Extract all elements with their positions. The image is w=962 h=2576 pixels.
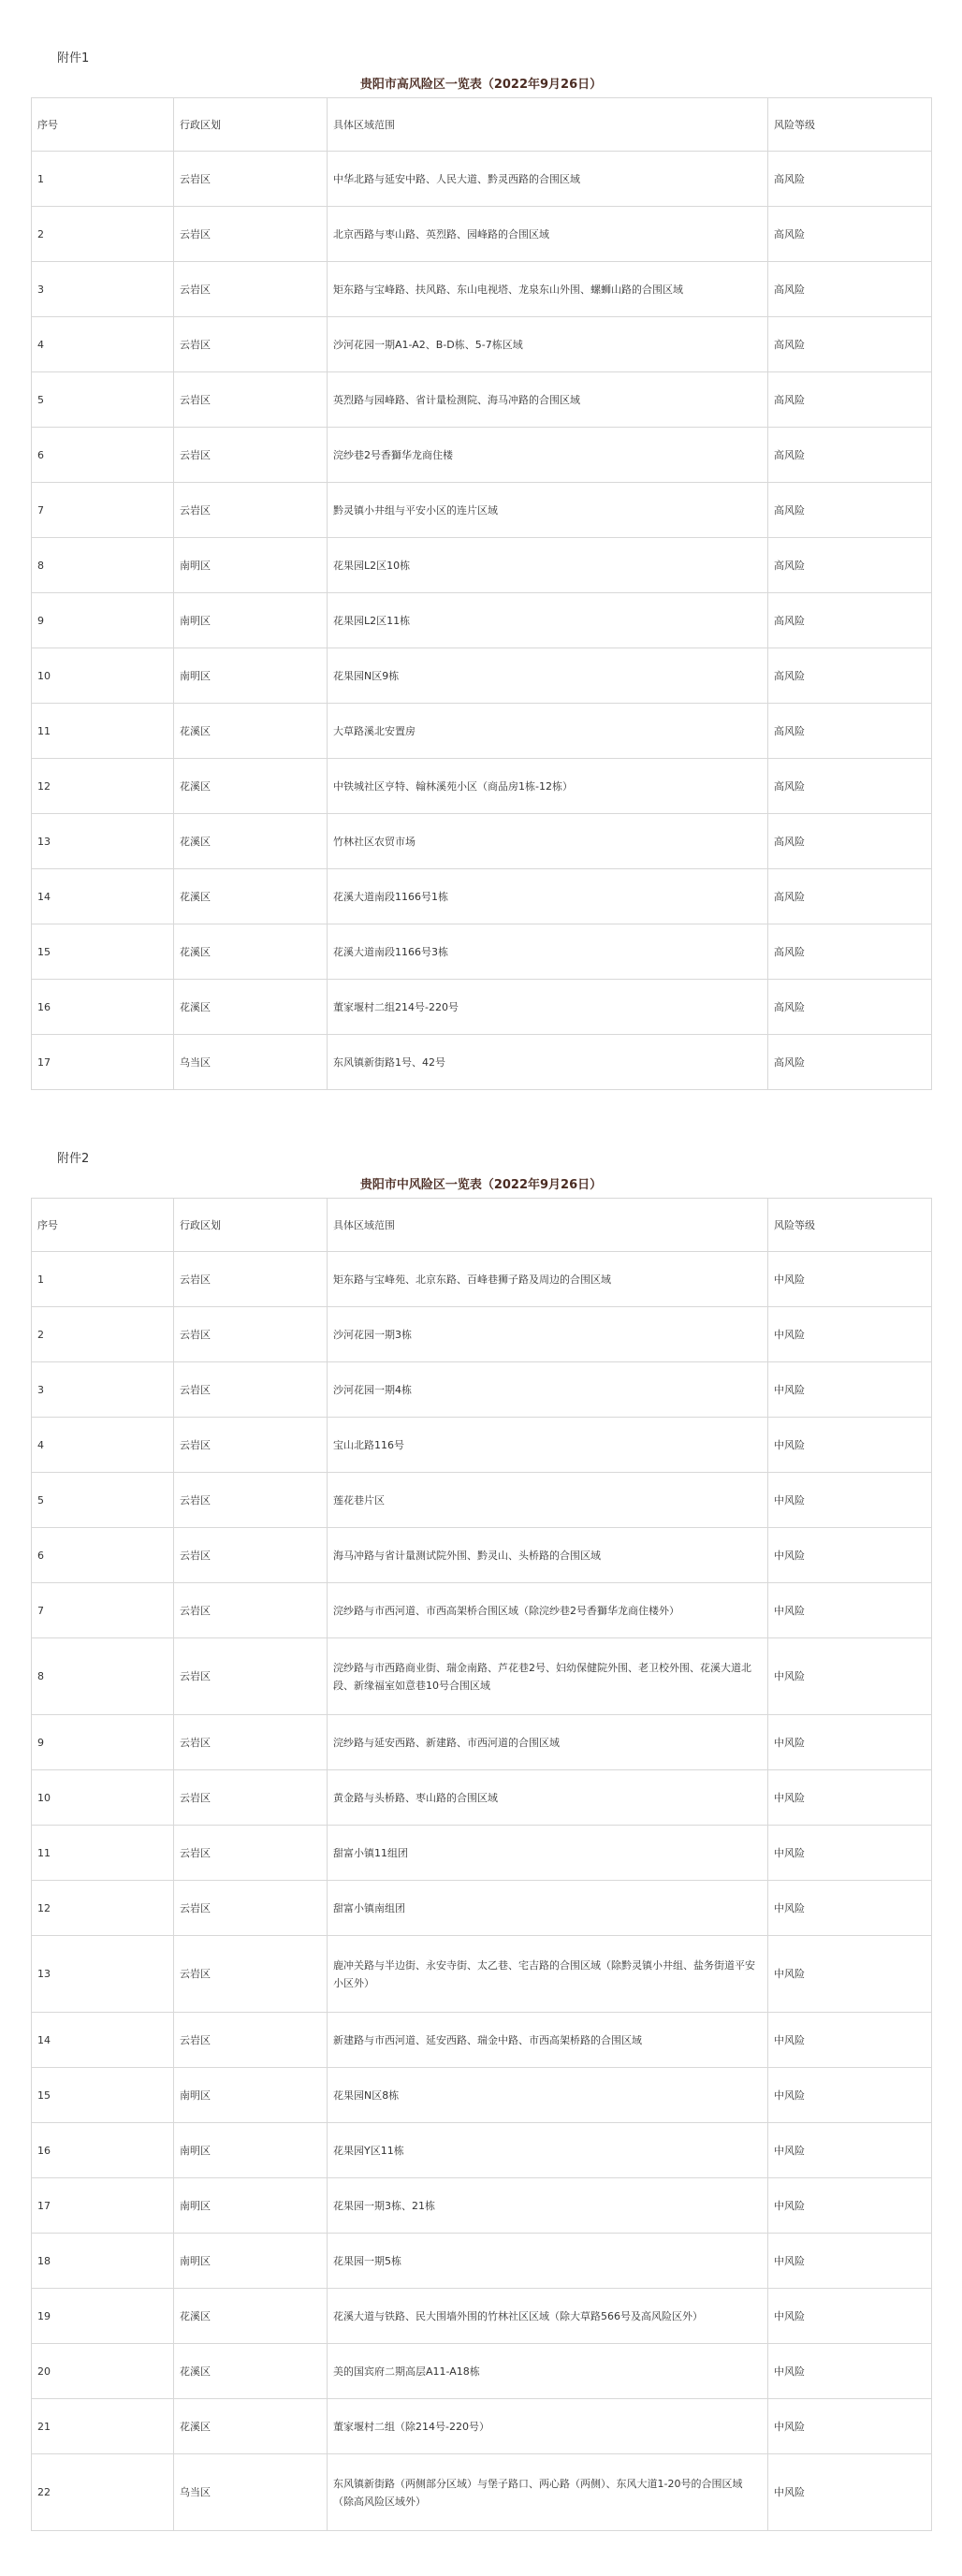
table-row (32, 1307, 932, 1362)
cell-index: 1 (32, 152, 174, 207)
cell-index: 22 (32, 2454, 174, 2531)
cell-district: 云岩区 (174, 1362, 328, 1418)
cell-risk-level: 高风险 (768, 704, 932, 759)
table-row (32, 924, 932, 980)
cell-district: 花溪区 (174, 980, 328, 1035)
cell-risk-level: 中风险 (768, 2123, 932, 2178)
cell-risk-level: 高风险 (768, 980, 932, 1035)
cell-district: 云岩区 (174, 372, 328, 428)
cell-area: 美的国宾府二期高层A11-A18栋 (328, 2344, 768, 2399)
cell-district: 云岩区 (174, 152, 328, 207)
header-index: 序号 (32, 1199, 174, 1252)
table-header-row (32, 98, 932, 152)
cell-area: 东风镇新街路1号、42号 (328, 1035, 768, 1090)
cell-risk-level: 高风险 (768, 593, 932, 648)
cell-risk-level: 中风险 (768, 1826, 932, 1881)
cell-area: 甜富小镇11组团 (328, 1826, 768, 1881)
table-row (32, 2454, 932, 2531)
high-risk-table-title: 贵阳市高风险区一览表（2022年9月26日） (359, 78, 603, 92)
cell-district: 云岩区 (174, 1528, 328, 1583)
cell-area: 大草路溪北安置房 (328, 704, 768, 759)
cell-index: 4 (32, 317, 174, 372)
cell-area: 花果园一期5栋 (328, 2234, 768, 2289)
table-row (32, 1528, 932, 1583)
medium-risk-table (31, 1198, 932, 2531)
cell-risk-level: 中风险 (768, 2399, 932, 2454)
cell-district: 云岩区 (174, 2013, 328, 2068)
cell-district: 云岩区 (174, 1252, 328, 1307)
cell-district: 花溪区 (174, 869, 328, 924)
cell-index: 7 (32, 1583, 174, 1638)
cell-area: 花果园Y区11栋 (328, 2123, 768, 2178)
header-index: 序号 (32, 98, 174, 152)
cell-index: 16 (32, 2123, 174, 2178)
cell-index: 17 (32, 1035, 174, 1090)
cell-index: 17 (32, 2178, 174, 2234)
cell-district: 花溪区 (174, 2289, 328, 2344)
cell-risk-level: 中风险 (768, 1936, 932, 2013)
cell-risk-level: 中风险 (768, 1307, 932, 1362)
cell-area: 英烈路与园峰路、省计量检测院、海马冲路的合围区域 (328, 372, 768, 428)
table-row (32, 1936, 932, 2013)
cell-risk-level: 高风险 (768, 152, 932, 207)
cell-index: 14 (32, 869, 174, 924)
cell-area: 董家堰村二组214号-220号 (328, 980, 768, 1035)
table-row (32, 2234, 932, 2289)
cell-district: 花溪区 (174, 704, 328, 759)
table-row (32, 152, 932, 207)
cell-district: 南明区 (174, 538, 328, 593)
cell-index: 2 (32, 1307, 174, 1362)
cell-index: 4 (32, 1418, 174, 1473)
cell-index: 6 (32, 428, 174, 483)
table-row (32, 1715, 932, 1770)
table-row (32, 538, 932, 593)
cell-index: 13 (32, 1936, 174, 2013)
table-row (32, 1770, 932, 1826)
table-row (32, 1881, 932, 1936)
cell-district: 云岩区 (174, 428, 328, 483)
table-row (32, 428, 932, 483)
cell-risk-level: 中风险 (768, 1528, 932, 1583)
cell-district: 南明区 (174, 648, 328, 704)
cell-district: 花溪区 (174, 2399, 328, 2454)
cell-risk-level: 高风险 (768, 869, 932, 924)
cell-area: 浣纱路与市西路商业街、瑞金南路、芦花巷2号、妇幼保健院外围、老卫校外围、花溪大道北段、新缘福室如意巷10号合围区域 (328, 1638, 768, 1715)
cell-index: 18 (32, 2234, 174, 2289)
cell-index: 9 (32, 593, 174, 648)
cell-index: 8 (32, 538, 174, 593)
cell-risk-level: 高风险 (768, 648, 932, 704)
cell-index: 3 (32, 1362, 174, 1418)
cell-area: 矩东路与宝峰苑、北京东路、百峰巷狮子路及周边的合围区域 (328, 1252, 768, 1307)
cell-district: 南明区 (174, 593, 328, 648)
cell-index: 6 (32, 1528, 174, 1583)
cell-district: 云岩区 (174, 1583, 328, 1638)
cell-area: 沙河花园一期4栋 (328, 1362, 768, 1418)
cell-index: 7 (32, 483, 174, 538)
cell-index: 11 (32, 1826, 174, 1881)
cell-district: 南明区 (174, 2178, 328, 2234)
cell-district: 云岩区 (174, 1638, 328, 1715)
header-area: 具体区域范围 (328, 1199, 768, 1252)
cell-district: 花溪区 (174, 759, 328, 814)
cell-area: 花果园L2区10栋 (328, 538, 768, 593)
cell-area: 北京西路与枣山路、英烈路、园峰路的合围区域 (328, 207, 768, 262)
cell-risk-level: 中风险 (768, 1362, 932, 1418)
table-row (32, 759, 932, 814)
cell-index: 19 (32, 2289, 174, 2344)
cell-district: 花溪区 (174, 814, 328, 869)
cell-district: 云岩区 (174, 1418, 328, 1473)
cell-index: 14 (32, 2013, 174, 2068)
table-row (32, 317, 932, 372)
cell-area: 黔灵镇小井组与平安小区的连片区域 (328, 483, 768, 538)
table-row (32, 2123, 932, 2178)
cell-district: 南明区 (174, 2123, 328, 2178)
cell-district: 云岩区 (174, 1307, 328, 1362)
cell-risk-level: 高风险 (768, 317, 932, 372)
table-row (32, 372, 932, 428)
table-row (32, 1826, 932, 1881)
cell-district: 云岩区 (174, 1881, 328, 1936)
cell-risk-level: 中风险 (768, 2289, 932, 2344)
cell-risk-level: 中风险 (768, 1473, 932, 1528)
header-area: 具体区域范围 (328, 98, 768, 152)
cell-index: 15 (32, 924, 174, 980)
cell-district: 云岩区 (174, 1770, 328, 1826)
cell-area: 中华北路与延安中路、人民大道、黔灵西路的合围区域 (328, 152, 768, 207)
table-row (32, 207, 932, 262)
cell-area: 甜富小镇南组团 (328, 1881, 768, 1936)
cell-risk-level: 高风险 (768, 207, 932, 262)
table-row (32, 1473, 932, 1528)
table-row (32, 869, 932, 924)
cell-index: 13 (32, 814, 174, 869)
cell-index: 9 (32, 1715, 174, 1770)
cell-risk-level: 中风险 (768, 2344, 932, 2399)
attachment-1-label: 附件1 (57, 51, 90, 65)
cell-area: 花果园N区9栋 (328, 648, 768, 704)
cell-area: 鹿冲关路与半边街、永安寺街、太乙巷、宅吉路的合围区域（除黔灵镇小井组、盐务街道平安小区外） (328, 1936, 768, 2013)
table-row (32, 2289, 932, 2344)
cell-risk-level: 高风险 (768, 538, 932, 593)
table-row (32, 704, 932, 759)
cell-district: 云岩区 (174, 1826, 328, 1881)
cell-district: 乌当区 (174, 1035, 328, 1090)
table-row (32, 1252, 932, 1307)
cell-district: 云岩区 (174, 1715, 328, 1770)
cell-risk-level: 中风险 (768, 1418, 932, 1473)
table-row (32, 593, 932, 648)
cell-risk-level: 中风险 (768, 2454, 932, 2531)
table-row (32, 2013, 932, 2068)
cell-area: 竹林社区农贸市场 (328, 814, 768, 869)
cell-district: 云岩区 (174, 1473, 328, 1528)
cell-risk-level: 高风险 (768, 814, 932, 869)
table-row (32, 262, 932, 317)
cell-risk-level: 中风险 (768, 1715, 932, 1770)
cell-index: 20 (32, 2344, 174, 2399)
cell-risk-level: 高风险 (768, 262, 932, 317)
cell-area: 黄金路与头桥路、枣山路的合围区域 (328, 1770, 768, 1826)
cell-district: 乌当区 (174, 2454, 328, 2531)
cell-index: 5 (32, 1473, 174, 1528)
high-risk-table (31, 97, 932, 1090)
cell-area: 宝山北路116号 (328, 1418, 768, 1473)
cell-risk-level: 中风险 (768, 1252, 932, 1307)
header-district: 行政区划 (174, 98, 328, 152)
cell-risk-level: 高风险 (768, 483, 932, 538)
table-row (32, 1035, 932, 1090)
cell-index: 15 (32, 2068, 174, 2123)
cell-area: 浣纱路与市西河道、市西高架桥合围区域（除浣纱巷2号香獅华龙商住楼外） (328, 1583, 768, 1638)
cell-index: 3 (32, 262, 174, 317)
table-row (32, 483, 932, 538)
cell-area: 花溪大道南段1166号3栋 (328, 924, 768, 980)
cell-risk-level: 中风险 (768, 2234, 932, 2289)
cell-risk-level: 高风险 (768, 372, 932, 428)
cell-area: 中铁城社区亨特、翰林溪苑小区（商品房1栋-12栋） (328, 759, 768, 814)
cell-district: 南明区 (174, 2068, 328, 2123)
table-row (32, 2068, 932, 2123)
cell-district: 花溪区 (174, 924, 328, 980)
table-row (32, 1418, 932, 1473)
table-header-row (32, 1199, 932, 1252)
cell-district: 云岩区 (174, 317, 328, 372)
cell-risk-level: 高风险 (768, 759, 932, 814)
cell-index: 12 (32, 1881, 174, 1936)
table-row (32, 1362, 932, 1418)
cell-area: 花果园L2区11栋 (328, 593, 768, 648)
cell-index: 10 (32, 648, 174, 704)
cell-index: 16 (32, 980, 174, 1035)
table-row (32, 1583, 932, 1638)
cell-area: 花溪大道与铁路、民大围墙外围的竹林社区区域（除大草路566号及高风险区外） (328, 2289, 768, 2344)
cell-area: 花果园一期3栋、21栋 (328, 2178, 768, 2234)
cell-area: 新建路与市西河道、延安西路、瑞金中路、市西高架桥路的合围区域 (328, 2013, 768, 2068)
cell-area: 沙河花园一期3栋 (328, 1307, 768, 1362)
cell-index: 5 (32, 372, 174, 428)
cell-area: 海马冲路与省计量测试院外围、黔灵山、头桥路的合围区域 (328, 1528, 768, 1583)
table-row (32, 980, 932, 1035)
table-row (32, 1638, 932, 1715)
cell-risk-level: 高风险 (768, 1035, 932, 1090)
table-row (32, 2178, 932, 2234)
attachment-2-label: 附件2 (57, 1152, 90, 1166)
cell-risk-level: 中风险 (768, 2068, 932, 2123)
cell-district: 花溪区 (174, 2344, 328, 2399)
cell-district: 南明区 (174, 2234, 328, 2289)
cell-risk-level: 中风险 (768, 2013, 932, 2068)
cell-area: 矩东路与宝峰路、扶风路、东山电视塔、龙泉东山外围、螺蛳山路的合围区域 (328, 262, 768, 317)
cell-area: 沙河花园一期A1-A2、B-D栋、5-7栋区域 (328, 317, 768, 372)
header-risk-level: 风险等级 (768, 98, 932, 152)
cell-risk-level: 中风险 (768, 2178, 932, 2234)
cell-risk-level: 高风险 (768, 924, 932, 980)
cell-index: 21 (32, 2399, 174, 2454)
header-risk-level: 风险等级 (768, 1199, 932, 1252)
table-row (32, 2399, 932, 2454)
cell-area: 花果园N区8栋 (328, 2068, 768, 2123)
cell-area: 莲花巷片区 (328, 1473, 768, 1528)
cell-area: 浣纱路与延安西路、新建路、市西河道的合围区域 (328, 1715, 768, 1770)
medium-risk-table-title: 贵阳市中风险区一览表（2022年9月26日） (359, 1178, 603, 1192)
cell-index: 12 (32, 759, 174, 814)
table-row (32, 814, 932, 869)
cell-index: 2 (32, 207, 174, 262)
cell-district: 云岩区 (174, 483, 328, 538)
cell-risk-level: 中风险 (768, 1770, 932, 1826)
cell-area: 花溪大道南段1166号1栋 (328, 869, 768, 924)
cell-index: 1 (32, 1252, 174, 1307)
cell-area: 东风镇新街路（两侧部分区域）与堡子路口、两心路（两侧）、东风大道1-20号的合围区域（除高风险区域外） (328, 2454, 768, 2531)
cell-index: 11 (32, 704, 174, 759)
cell-risk-level: 中风险 (768, 1583, 932, 1638)
cell-district: 云岩区 (174, 262, 328, 317)
cell-index: 8 (32, 1638, 174, 1715)
cell-risk-level: 中风险 (768, 1881, 932, 1936)
cell-risk-level: 中风险 (768, 1638, 932, 1715)
table-row (32, 648, 932, 704)
table-row (32, 2344, 932, 2399)
cell-risk-level: 高风险 (768, 428, 932, 483)
header-district: 行政区划 (174, 1199, 328, 1252)
cell-area: 董家堰村二组（除214号-220号） (328, 2399, 768, 2454)
cell-index: 10 (32, 1770, 174, 1826)
cell-area: 浣纱巷2号香獅华龙商住楼 (328, 428, 768, 483)
cell-district: 云岩区 (174, 1936, 328, 2013)
cell-district: 云岩区 (174, 207, 328, 262)
